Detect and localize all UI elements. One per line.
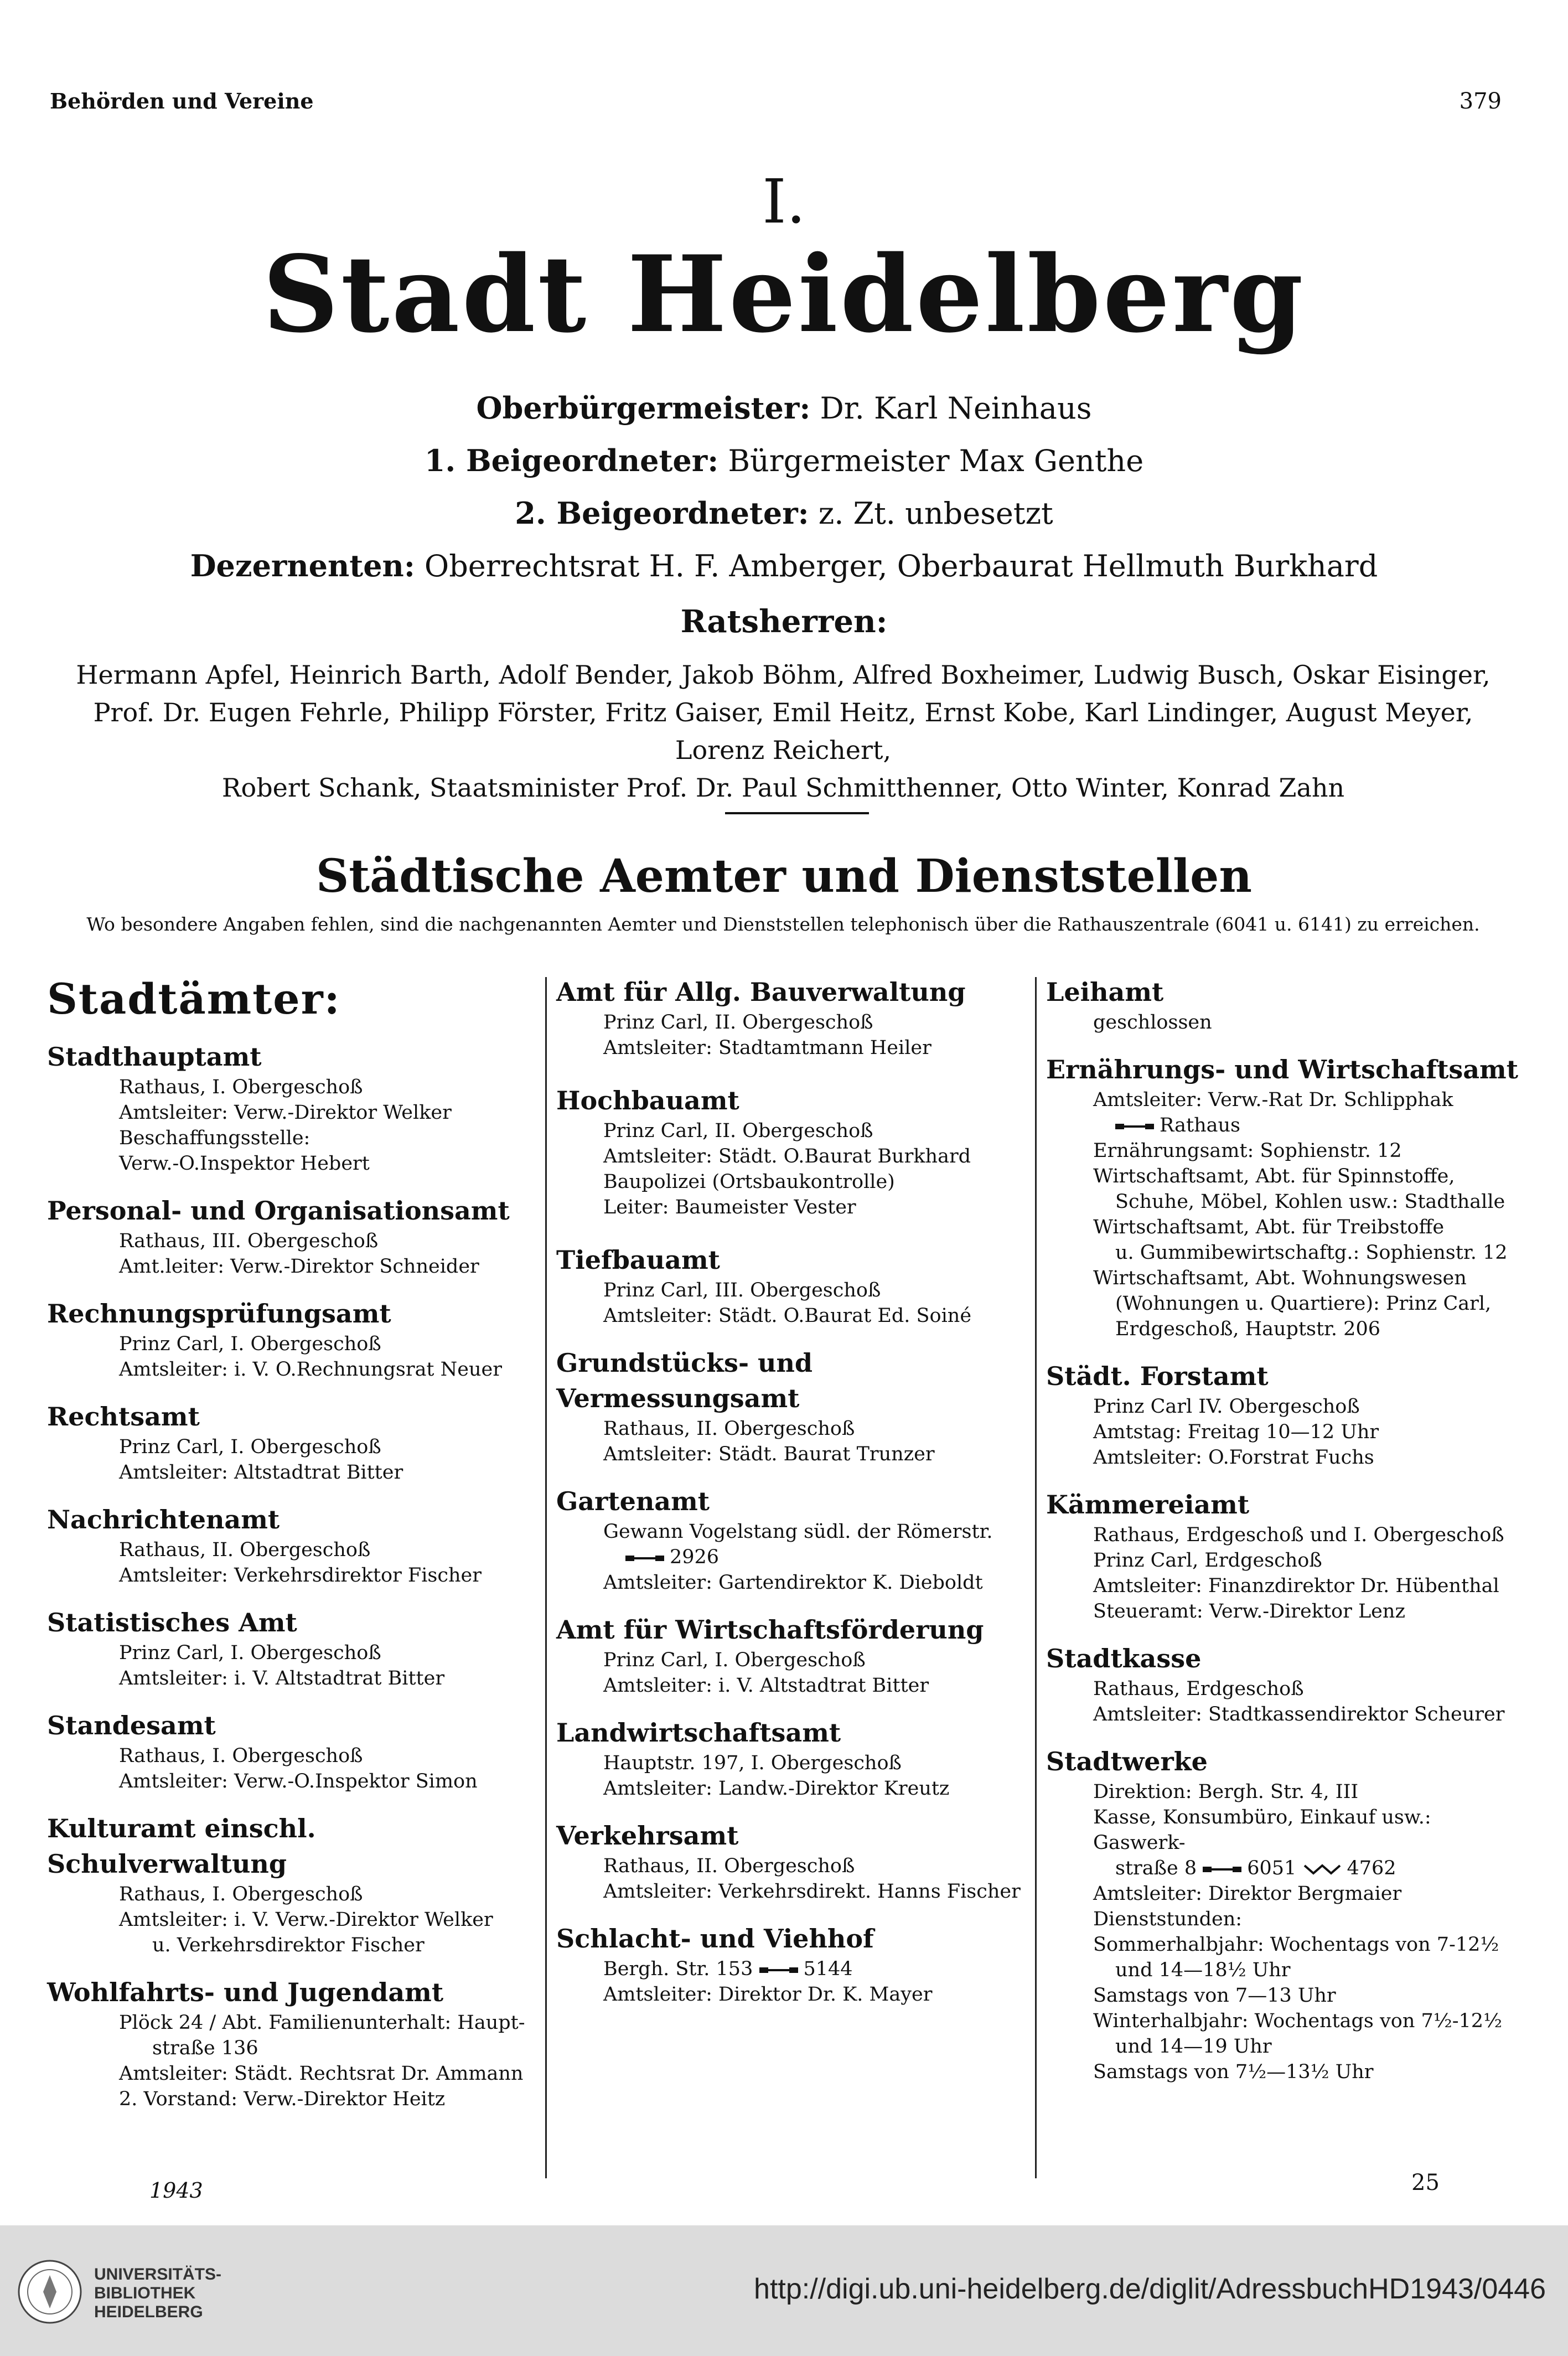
office-entry (47, 1296, 545, 1382)
office-detail: Baupolizei (Ortsbaukontrolle) (603, 1171, 895, 1193)
office-detail: 2. Vorstand: Verw.-Direktor Heitz (119, 2088, 446, 2110)
offices-title: Städtische Aemter und Dienststellen (316, 850, 1252, 903)
office-detail: Amtsleiter: O.Forstrat Fuchs (1093, 1446, 1374, 1469)
office-detail: Direktion: Bergh. Str. 4, III (1093, 1781, 1359, 1803)
official-line (0, 540, 1568, 592)
office-detail: Rathaus, Erdgeschoß (1093, 1678, 1304, 1700)
office-address: straße 8 (1115, 1857, 1197, 1879)
office-detail: Rathaus, I. Obergeschoß (119, 1883, 363, 1905)
column-divider (545, 977, 547, 2178)
library-name (94, 2265, 221, 2322)
office-detail: Samstags von 7—13 Uhr (1093, 1985, 1336, 2007)
office-entry (556, 1083, 1032, 1220)
office-detail: Amtsleiter: Altstadtrat Bitter (119, 1461, 403, 1484)
office-detail: Amtsleiter: i. V. O.Rechnungsrat Neuer (119, 1358, 502, 1381)
office-entry (556, 1818, 1032, 1904)
running-head (50, 89, 1502, 122)
office-entry (1046, 1358, 1522, 1470)
office-detail: Beschaffungsstelle: (119, 1127, 311, 1149)
office-detail: Rathaus, I. Obergeschoß (119, 1076, 363, 1098)
office-name: Standesamt (47, 1711, 216, 1740)
office-detail (1046, 1113, 1522, 1138)
library-footer (0, 2225, 1568, 2356)
office-detail: Amtsleiter: Landw.-Direktor Kreutz (603, 1778, 950, 1800)
office-detail: Leiter: Baumeister Vester (603, 1196, 856, 1218)
office-detail: (Wohnungen u. Quartiere): Prinz Carl, (1115, 1293, 1492, 1315)
office-detail: Kasse, Konsumbüro, Einkauf usw.: Gaswerk- (1093, 1806, 1431, 1854)
office-detail: Amtsleiter: i. V. Altstadtrat Bitter (603, 1675, 929, 1697)
office-name: Kulturamt einschl. Schulverwaltung (47, 1814, 316, 1879)
university-seal-icon (17, 2259, 83, 2325)
office-entry (556, 1612, 1032, 1698)
office-detail: und 14—19 Uhr (1115, 2035, 1272, 2058)
office-detail: Erdgeschoß, Hauptstr. 206 (1115, 1318, 1380, 1340)
office-entry (556, 1345, 1032, 1467)
officials-block (0, 382, 1568, 592)
official-name: Bürgermeister Max Genthe (728, 443, 1144, 478)
office-address: Bergh. Str. 153 (603, 1958, 753, 1980)
library-name-line: BIBLIOTHEK (94, 2284, 196, 2302)
column-heading: Stadtämter: (47, 974, 341, 1024)
office-entry (1046, 974, 1522, 1035)
office-name: Amt für Wirtschaftsförderung (556, 1615, 984, 1645)
office-detail: Amtsleiter: Verw.-O.Inspektor Simon (119, 1770, 478, 1792)
office-detail: Prinz Carl, II. Obergeschoß (603, 1120, 873, 1142)
office-entry (47, 1811, 545, 1958)
office-detail: Amtsleiter: Städt. O.Baurat Ed. Soiné (603, 1305, 972, 1327)
office-detail: Wirtschaftsamt, Abt. Wohnungswesen (1093, 1267, 1467, 1289)
section-number: I. (762, 166, 806, 237)
office-name: Stadtkasse (1046, 1644, 1202, 1673)
office-entry (1046, 1744, 1522, 2085)
official-name: Dr. Karl Neinhaus (820, 391, 1092, 426)
office-detail: Wirtschaftsamt, Abt. für Spinnstoffe, (1093, 1165, 1455, 1187)
council-line: Hermann Apfel, Heinrich Barth, Adolf Bender, Jakob Böhm, Alfred Boxheimer, Ludwig Busch, Oskar Eisinger, (76, 660, 1491, 690)
official-line (0, 382, 1568, 435)
column-divider (1035, 977, 1037, 2178)
year-mark: 1943 (149, 2178, 203, 2203)
office-entry (47, 1708, 545, 1794)
office-detail: Samstags von 7½—13½ Uhr (1093, 2061, 1374, 2083)
office-entry (47, 1502, 545, 1588)
office-detail: Wirtschaftsamt, Abt. für Treibstoffe (1093, 1216, 1445, 1238)
telephone-icon (759, 1964, 799, 1976)
office-detail (556, 1544, 1032, 1570)
official-name: z. Zt. unbesetzt (818, 496, 1053, 531)
office-entry (556, 1484, 1032, 1595)
office-detail: Prinz Carl, III. Obergeschoß (603, 1279, 881, 1301)
office-name: Wohlfahrts- und Jugendamt (47, 1977, 444, 2007)
phone-number: 5144 (803, 1958, 853, 1980)
office-detail: u. Verkehrsdirektor Fischer (152, 1934, 425, 1956)
official-role: Oberbürgermeister: (476, 390, 811, 426)
council-list (53, 656, 1514, 807)
office-name: Kämmereiamt (1046, 1490, 1250, 1520)
column-1 (47, 974, 545, 2128)
office-name: Tiefbauamt (556, 1245, 720, 1275)
office-detail: Amtsleiter: Verkehrsdirekt. Hanns Fischer (603, 1880, 1021, 1903)
library-name-line: UNIVERSITÄTS- (94, 2265, 222, 2283)
office-detail: Hauptstr. 197, I. Obergeschoß (603, 1752, 902, 1774)
office-name: Verkehrsamt (556, 1821, 739, 1851)
office-detail: Plöck 24 / Abt. Familienunterhalt: Haupt- (119, 2012, 525, 2034)
phone-location: Rathaus (1160, 1114, 1240, 1136)
office-detail: Amtsleiter: i. V. Altstadtrat Bitter (119, 1667, 445, 1690)
office-detail: Rathaus, II. Obergeschoß (603, 1855, 855, 1877)
office-name: Leihamt (1046, 977, 1164, 1007)
office-name: Stadtwerke (1046, 1747, 1208, 1776)
official-role: 2. Beigeordneter: (515, 495, 809, 531)
official-line (0, 435, 1568, 487)
official-line (0, 487, 1568, 540)
phone-number: 2926 (670, 1546, 720, 1568)
office-detail: Amtsleiter: Direktor Bergmaier (1093, 1883, 1402, 1905)
divider-rule (725, 812, 869, 814)
office-entry (47, 1605, 545, 1691)
office-detail: Schuhe, Möbel, Kohlen usw.: Stadthalle (1115, 1191, 1505, 1213)
official-role: 1. Beigeordneter: (424, 443, 719, 478)
office-detail: u. Gummibewirtschaftg.: Sophienstr. 12 (1115, 1242, 1508, 1264)
office-detail: Prinz Carl, I. Obergeschoß (119, 1333, 381, 1355)
page-number: 379 (1459, 89, 1502, 114)
official-name: Oberrechtsrat H. F. Amberger, Oberbaurat Hellmuth Burkhard (424, 549, 1378, 583)
office-detail: Rathaus, II. Obergeschoß (603, 1418, 855, 1440)
office-detail (1046, 1856, 1522, 1881)
office-detail: Prinz Carl, II. Obergeschoß (603, 1011, 873, 1034)
office-entry (47, 1039, 545, 1176)
telephone-icon (1203, 1863, 1243, 1876)
office-name: Gartenamt (556, 1486, 710, 1516)
office-detail: Amtsleiter: Verw.-Rat Dr. Schlipphak (1093, 1089, 1453, 1111)
office-detail: Winterhalbjahr: Wochentags von 7½-12½ (1093, 2010, 1502, 2032)
office-entry (556, 1715, 1032, 1801)
office-detail: Rathaus, II. Obergeschoß (119, 1539, 371, 1561)
office-detail: Prinz Carl, Erdgeschoß (1093, 1549, 1322, 1572)
office-name: Hochbauamt (556, 1086, 739, 1115)
office-detail: Rathaus, I. Obergeschoß (119, 1745, 363, 1767)
office-entry (1046, 1052, 1522, 1342)
office-name: Städt. Forstamt (1046, 1361, 1269, 1391)
office-entry (556, 974, 1032, 1061)
office-detail: Ernährungsamt: Sophienstr. 12 (1093, 1140, 1402, 1162)
office-detail: Amtsleiter: Städt. Baurat Trunzer (603, 1443, 935, 1465)
office-entry (1046, 1487, 1522, 1624)
office-detail: straße 136 (152, 2037, 258, 2059)
running-title: Behörden und Vereine (50, 89, 314, 113)
teletype-number: 4762 (1347, 1857, 1396, 1879)
office-detail: Amtsleiter: Städt. Rechtsrat Dr. Ammann (119, 2063, 524, 2085)
office-detail: Prinz Carl IV. Obergeschoß (1093, 1396, 1360, 1418)
office-name: Schlacht- und Viehhof (556, 1924, 874, 1954)
office-detail: Gewann Vogelstang südl. der Römerstr. (603, 1521, 993, 1543)
office-detail: Amtsleiter: Gartendirektor K. Dieboldt (603, 1572, 983, 1594)
office-detail: Prinz Carl, I. Obergeschoß (119, 1436, 381, 1458)
office-name: Landwirtschaftsamt (556, 1718, 841, 1748)
official-role: Dezernenten: (190, 548, 415, 583)
office-detail: Amtsleiter: Stadtkassendirektor Scheurer (1093, 1703, 1505, 1725)
office-detail: Amtsleiter: Städt. O.Baurat Burkhard (603, 1145, 971, 1167)
office-detail: Prinz Carl, I. Obergeschoß (603, 1649, 866, 1671)
office-detail: Rathaus, Erdgeschoß und I. Obergeschoß (1093, 1524, 1504, 1546)
office-name: Grundstücks- und Vermessungsamt (556, 1348, 813, 1413)
office-detail: Amtsleiter: Verw.-Direktor Welker (119, 1102, 452, 1124)
offices-note: Wo besondere Angaben fehlen, sind die nachgenannten Aemter und Dienststellen telephonisch über die Rathauszentrale (6041 u. 6141) zu erreichen. (86, 913, 1480, 935)
office-detail: Verw.-O.Inspektor Hebert (119, 1153, 370, 1175)
office-name: Rechtsamt (47, 1402, 200, 1432)
office-name: Rechnungsprüfungsamt (47, 1299, 391, 1329)
office-name: Ernährungs- und Wirtschaftsamt (1046, 1055, 1518, 1084)
column-2 (556, 974, 1032, 2024)
office-detail: Dienststunden: (1093, 1908, 1243, 1930)
office-detail: und 14—18½ Uhr (1115, 1959, 1291, 1981)
office-entry (47, 1399, 545, 1485)
city-title: Stadt Heidelberg (262, 232, 1306, 356)
teletype-icon (1302, 1863, 1342, 1876)
office-detail: Amtstag: Freitag 10—12 Uhr (1093, 1421, 1379, 1443)
council-line: Robert Schank, Staatsminister Prof. Dr. Paul Schmitthenner, Otto Winter, Konrad Zahn (221, 773, 1345, 803)
office-entry (556, 1921, 1032, 2007)
office-detail: Prinz Carl, I. Obergeschoß (119, 1642, 381, 1664)
office-detail: Amtsleiter: Finanzdirektor Dr. Hübenthal (1093, 1575, 1499, 1597)
office-name: Personal- und Organisationsamt (47, 1196, 510, 1226)
office-name: Statistisches Amt (47, 1608, 297, 1637)
office-detail: Steueramt: Verw.-Direktor Lenz (1093, 1600, 1405, 1623)
office-detail: geschlossen (1093, 1011, 1212, 1034)
library-name-line: HEIDELBERG (94, 2303, 203, 2321)
office-name: Nachrichtenamt (47, 1505, 280, 1534)
office-detail: Sommerhalbjahr: Wochentags von 7-12½ (1093, 1934, 1499, 1956)
office-detail: Amtsleiter: i. V. Verw.-Direktor Welker (119, 1909, 493, 1931)
office-entry (47, 1975, 545, 2112)
office-name: Stadthauptamt (47, 1042, 262, 1072)
column-3 (1046, 974, 1522, 2101)
office-entry (1046, 1641, 1522, 1727)
source-url-link[interactable]: http://digi.ub.uni-heidelberg.de/diglit/AdressbuchHD1943/0446 (754, 2273, 1546, 2305)
office-detail: Amt.leiter: Verw.-Direktor Schneider (119, 1256, 479, 1278)
office-name: Amt für Allg. Bauverwaltung (556, 977, 966, 1007)
office-detail: Amtsleiter: Direktor Dr. K. Mayer (603, 1983, 933, 2006)
office-detail: Rathaus, III. Obergeschoß (119, 1230, 379, 1252)
signature-mark: 25 (1411, 2170, 1440, 2195)
office-detail (556, 1956, 1032, 1982)
office-detail: Amtsleiter: Verkehrsdirektor Fischer (119, 1564, 482, 1587)
telephone-icon (1115, 1120, 1155, 1133)
phone-number: 6051 (1247, 1857, 1297, 1879)
office-entry (47, 1193, 545, 1279)
telephone-icon (625, 1552, 665, 1564)
council-line: Prof. Dr. Eugen Fehrle, Philipp Förster, Fritz Gaiser, Emil Heitz, Ernst Kobe, Karl Lindinger, August Meyer, Lorenz Reichert, (93, 698, 1473, 765)
council-heading: Ratsherren: (680, 603, 888, 640)
office-entry (556, 1242, 1032, 1329)
office-detail: Amtsleiter: Stadtamtmann Heiler (603, 1037, 932, 1059)
